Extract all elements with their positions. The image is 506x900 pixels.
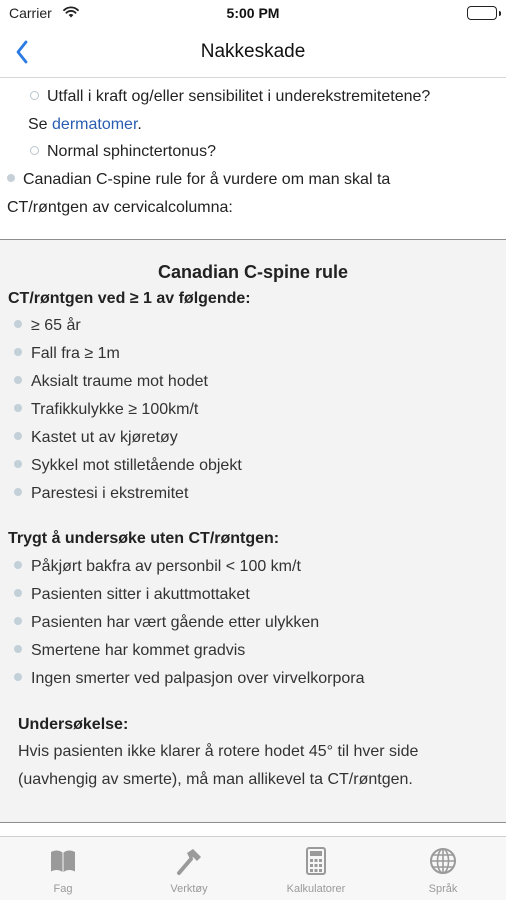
status-bar xyxy=(0,0,506,28)
list-item: Fall fra ≥ 1m xyxy=(14,345,120,363)
list-item: Normal sphinctertonus? xyxy=(30,142,216,162)
tab-label: Språk xyxy=(428,883,458,895)
bullet-icon xyxy=(14,432,22,440)
list-item: Smertene har kommet gradvis xyxy=(14,642,245,660)
list-item: ≥ 65 år xyxy=(14,317,81,335)
page-title: Nakkeskade xyxy=(200,41,306,62)
bullet-icon xyxy=(14,645,22,653)
paragraph-text: Hvis pasienten ikke klarer å rotere hodet 45° til hver side xyxy=(18,743,419,760)
tab-kalkulatorer[interactable] xyxy=(253,837,379,900)
list-item: Påkjørt bakfra av personbil < 100 km/t xyxy=(14,558,301,576)
list-item: Sykkel mot stilletående objekt xyxy=(14,457,242,475)
battery-icon xyxy=(467,6,497,20)
navigation-bar xyxy=(0,28,506,78)
section-heading: Trygt å undersøke uten CT/røntgen: xyxy=(8,530,280,547)
calculator-icon xyxy=(301,846,331,876)
list-item: Canadian C-spine rule for å vurdere om man skal ta xyxy=(7,170,390,190)
bullet-icon xyxy=(30,146,39,155)
tab-label: Kalkulatorer xyxy=(286,883,346,895)
list-item: Utfall i kraft og/eller sensibilitet i underekstremitetene? xyxy=(30,87,430,107)
bullet-icon xyxy=(14,617,22,625)
list-item: Trafikkulykke ≥ 100km/t xyxy=(14,401,198,419)
bullet-icon xyxy=(14,376,22,384)
list-item: Pasienten har vært gående etter ulykken xyxy=(14,614,319,632)
bullet-icon xyxy=(14,404,22,412)
bullet-icon xyxy=(14,348,22,356)
paragraph-text: (uavhengig av smerte), må man allikevel ta CT/røntgen. xyxy=(18,771,413,788)
bullet-icon xyxy=(30,91,39,100)
tab-label: Verktøy xyxy=(170,883,208,895)
bullet-icon xyxy=(14,561,22,569)
paragraph-text: CT/røntgen av cervicalcolumna: xyxy=(7,199,233,216)
carrier-label: Carrier xyxy=(9,5,52,21)
bullet-icon xyxy=(7,174,15,182)
bullet-icon xyxy=(14,673,22,681)
bullet-icon xyxy=(14,320,22,328)
article-content[interactable] xyxy=(0,79,506,836)
bullet-icon xyxy=(14,488,22,496)
section-heading: Undersøkelse: xyxy=(18,716,129,733)
globe-icon xyxy=(428,846,458,876)
tab-label: Fag xyxy=(53,883,73,895)
list-item: Se dermatomer. xyxy=(28,116,142,133)
list-item: Pasienten sitter i akuttmottaket xyxy=(14,586,250,604)
tab-verktoy[interactable] xyxy=(126,837,252,900)
list-item: Ingen smerter ved palpasjon over virvelkorpora xyxy=(14,670,365,688)
list-item: Aksialt traume mot hodet xyxy=(14,373,208,391)
tab-bar xyxy=(0,836,506,900)
hammer-icon xyxy=(174,846,204,876)
bullet-icon xyxy=(14,589,22,597)
dermatomer-link[interactable]: dermatomer xyxy=(52,116,138,133)
clock: 5:00 PM xyxy=(226,5,280,21)
book-icon xyxy=(48,846,78,876)
list-item: Parestesi i ekstremitet xyxy=(14,485,188,503)
c-spine-rule-box xyxy=(0,239,506,823)
bullet-icon xyxy=(14,460,22,468)
tab-sprak[interactable] xyxy=(380,837,506,900)
tab-fag[interactable] xyxy=(0,837,126,900)
section-heading: CT/røntgen ved ≥ 1 av følgende: xyxy=(8,290,251,307)
box-title: Canadian C-spine rule xyxy=(157,262,349,282)
list-item: Kastet ut av kjøretøy xyxy=(14,429,178,447)
